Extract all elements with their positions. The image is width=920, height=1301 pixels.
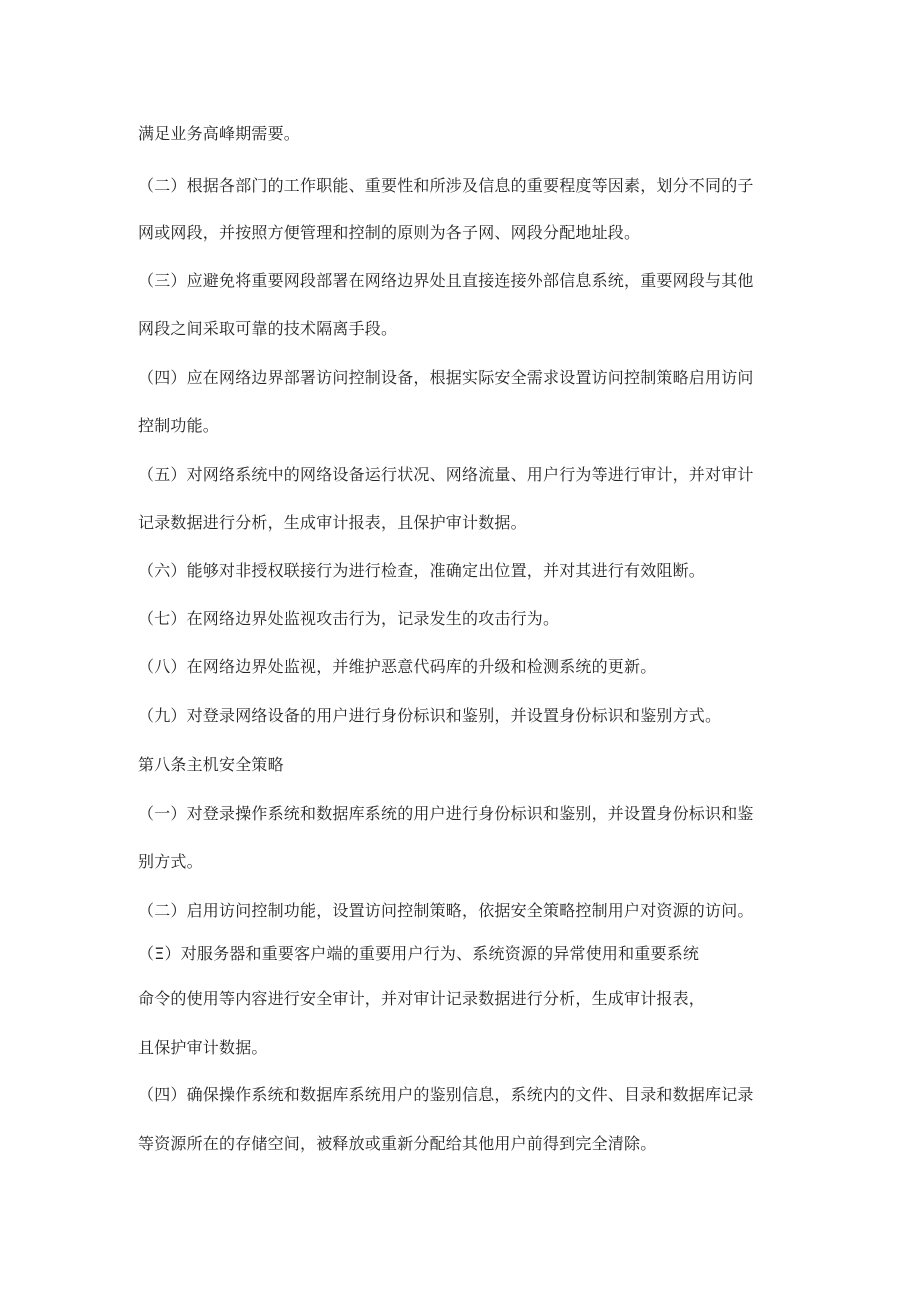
text-line: （八）在网络边界处监视，并维护恶意代码库的升级和检测系统的更新。: [138, 657, 657, 676]
text-line: 命令的使用等内容进行安全审计，并对审计记录数据进行分析，生成审计报表，: [138, 989, 706, 1008]
section-heading: 第八条主机安全策略: [138, 755, 284, 774]
text-line: 网段之间采取可靠的技术隔离手段。: [138, 319, 398, 338]
text-line: （二）启用访问控制功能，设置访问控制策略，依据安全策略控制用户对资源的访问。: [138, 901, 754, 920]
text-line: （九）对登录网络设备的用户进行身份标识和鉴别，并设置身份标识和鉴别方式。: [138, 706, 722, 725]
text-line: （Ξ）对服务器和重要客户端的重要用户行为、系统资源的异常使用和重要系统: [138, 944, 700, 963]
text-line: 控制功能。: [138, 416, 220, 435]
text-line: （一）对登录操作系统和数据库系统的用户进行身份标识和鉴别，并设置身份标识和鉴: [138, 804, 754, 823]
text-line: 满足业务高峰期需要。: [138, 124, 301, 143]
text-line: 别方式。: [138, 852, 203, 871]
text-line: （四）确保操作系统和数据库系统用户的鉴别信息，系统内的文件、目录和数据库记录: [138, 1085, 754, 1104]
text-line: （四）应在网络边界部署访问控制设备，根据实际安全需求设置访问控制策略启用访问: [138, 368, 754, 387]
text-line: 网或网段，并按照方便管理和控制的原则为各子网、网段分配地址段。: [138, 223, 641, 242]
text-line: 记录数据进行分析，生成审计报表，且保护审计数据。: [138, 513, 527, 532]
text-line: 等资源所在的存储空间，被释放或重新分配给其他用户前得到完全清除。: [138, 1134, 657, 1153]
text-line: （五）对网络系统中的网络设备运行状况、网络流量、用户行为等进行审计，并对审计: [138, 465, 754, 484]
text-line: （六）能够对非授权联接行为进行检查，准确定出位置，并对其进行有效阻断。: [138, 561, 706, 580]
text-line: 且保护审计数据。: [138, 1038, 268, 1057]
text-line: （三）应避免将重要网段部署在网络边界处且直接连接外部信息系统，重要网段与其他: [138, 271, 754, 290]
text-line: （二）根据各部门的工作职能、重要性和所涉及信息的重要程度等因素，划分不同的子: [138, 176, 754, 195]
text-line: （七）在网络边界处监视攻击行为，记录发生的攻击行为。: [138, 609, 560, 628]
